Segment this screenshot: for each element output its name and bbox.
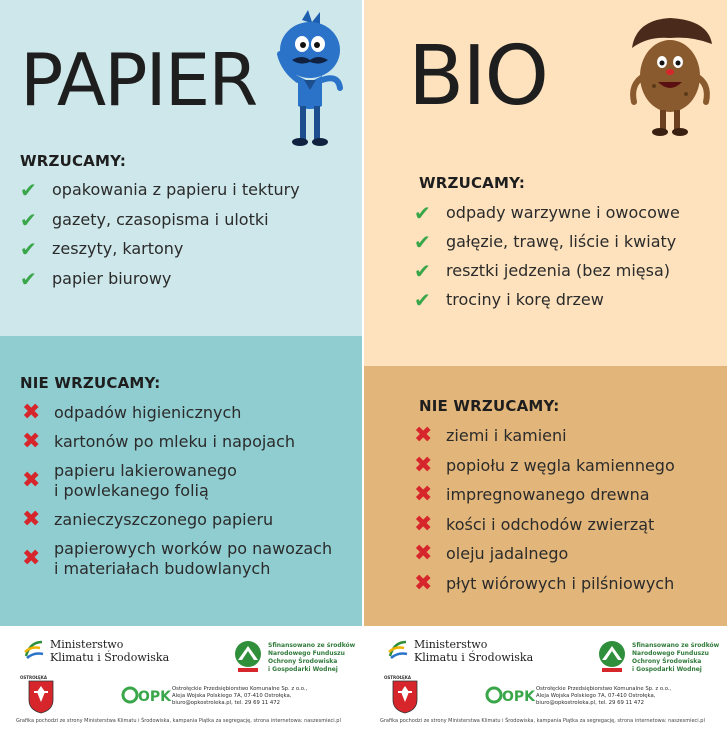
source-note: Grafika pochodzi ze strony Ministerstwa Klimatu i Środowiska, kampania Piątka za segregację, strona internetowa: naszesmieci.pl xyxy=(380,718,705,724)
list-item: ✖ oleju jadalnego xyxy=(414,541,569,566)
crest-label: OSTROŁĘKA xyxy=(384,675,411,680)
list-item: ✖ ziemi i kamieni xyxy=(414,423,567,448)
list-item: ✖ odpadów higienicznych xyxy=(22,400,242,425)
ministry-name: Ministerstwo Klimatu i Środowiska xyxy=(50,638,170,664)
check-icon: ✔ xyxy=(414,201,431,225)
check-icon: ✔ xyxy=(414,230,431,254)
cross-icon: ✖ xyxy=(22,468,41,493)
cross-icon: ✖ xyxy=(22,546,41,571)
cross-icon: ✖ xyxy=(22,429,41,454)
bio-wrzucamy-list xyxy=(414,203,680,319)
list-item: ✖ kości i odchodów zwierząt xyxy=(414,511,655,537)
papier-column xyxy=(0,0,363,729)
fund-logo-icon xyxy=(596,640,628,674)
cross-icon: ✖ xyxy=(22,507,41,532)
cross-icon: ✖ xyxy=(414,452,433,478)
ministry-logo-icon xyxy=(386,638,410,662)
cross-icon: ✖ xyxy=(414,511,433,537)
papier-wrzucamy-heading: WRZUCAMY: xyxy=(20,152,127,170)
svg-text:OPK: OPK xyxy=(138,689,172,705)
list-item: ✖ zanieczyszczonego papieru xyxy=(22,507,274,532)
papier-nie-wrzucamy-list xyxy=(22,400,333,588)
list-item: ✖ popiołu z węgla kamiennego xyxy=(414,452,675,478)
opk-logo-icon xyxy=(122,684,172,706)
list-item: ✔ trociny i korę drzew xyxy=(414,288,604,312)
blue-paper-mascot-icon xyxy=(262,10,354,150)
papier-nie-wrzucamy-heading: NIE WRZUCAMY: xyxy=(20,374,161,392)
check-icon: ✔ xyxy=(20,207,37,232)
bio-title: BIO xyxy=(408,29,547,124)
svg-text:OPK: OPK xyxy=(502,689,536,705)
cross-icon: ✖ xyxy=(414,482,433,507)
check-icon: ✔ xyxy=(414,288,431,312)
bio-footer xyxy=(364,626,727,729)
check-icon: ✔ xyxy=(414,259,431,283)
list-item: ✔ papier biurowy xyxy=(20,266,172,291)
opk-address: Ostrołęckie Przedsiębiorstwo Komunalne Sp. z o.o., Aleja Wojska Polskiego 7A, 07-410 Ostrołęka, biuro@opkostroleka.pl, tel. 29 69 11 472 xyxy=(536,686,672,706)
list-item: ✔ zeszyty, kartony xyxy=(20,237,184,261)
ministry-name: Ministerstwo Klimatu i Środowiska xyxy=(414,638,534,664)
crest-label: OSTROŁĘKA xyxy=(20,675,47,680)
fund-logo-icon xyxy=(232,640,264,674)
opk-address: Ostrołęckie Przedsiębiorstwo Komunalne Sp. z o.o., Aleja Wojska Polskiego 7A, 07-410 Ostrołęka, biuro@opkostroleka.pl, tel. 29 69 11 472 xyxy=(172,686,308,706)
papier-title: PAPIER xyxy=(20,38,257,122)
brown-bio-mascot-icon xyxy=(622,14,718,138)
bio-nie-wrzucamy-list xyxy=(414,423,675,603)
list-item: ✔ resztki jedzenia (bez mięsa) xyxy=(414,259,671,283)
bio-column xyxy=(364,0,727,729)
list-item: ✔ opakowania z papieru i tektury xyxy=(20,178,300,202)
cross-icon: ✖ xyxy=(22,400,41,425)
list-item: ✔ gazety, czasopisma i ulotki xyxy=(20,207,269,232)
list-item: ✖ papierowych worków po nawozach i materiałach budowlanych xyxy=(22,539,333,578)
bio-wrzucamy-heading: WRZUCAMY: xyxy=(419,174,526,192)
source-note: Grafika pochodzi ze strony Ministerstwa Klimatu i Środowiska, kampania Piątka za segregację, strona internetowa: naszesmieci.pl xyxy=(16,718,341,724)
fund-text: Sfinansowano ze środków Narodowego Funduszu Ochrony Środowiska i Gospodarki Wodnej xyxy=(632,642,720,673)
city-crest-icon xyxy=(392,680,418,714)
bio-nie-wrzucamy-heading: NIE WRZUCAMY: xyxy=(419,397,560,415)
list-item: ✔ gałęzie, trawę, liście i kwiaty xyxy=(414,230,677,254)
list-item: ✔ odpady warzywne i owocowe xyxy=(414,201,680,225)
list-item: ✖ kartonów po mleku i napojach xyxy=(22,429,296,454)
list-item: ✖ płyt wiórowych i pilśniowych xyxy=(414,570,675,596)
cross-icon: ✖ xyxy=(414,423,433,448)
list-item: ✖ papieru lakierowanego i powlekanego folią xyxy=(22,461,237,500)
papier-wrzucamy-list xyxy=(20,180,300,298)
list-item: ✖ impregnowanego drewna xyxy=(414,482,650,507)
cross-icon: ✖ xyxy=(414,570,433,596)
ministry-logo-icon xyxy=(22,638,46,662)
papier-footer xyxy=(0,626,363,729)
check-icon: ✔ xyxy=(20,266,37,291)
check-icon: ✔ xyxy=(20,237,37,261)
fund-text: Sfinansowano ze środków Narodowego Funduszu Ochrony Środowiska i Gospodarki Wodnej xyxy=(268,642,356,673)
opk-logo-icon xyxy=(486,684,536,706)
check-icon: ✔ xyxy=(20,178,37,202)
city-crest-icon xyxy=(28,680,54,714)
cross-icon: ✖ xyxy=(414,541,433,566)
